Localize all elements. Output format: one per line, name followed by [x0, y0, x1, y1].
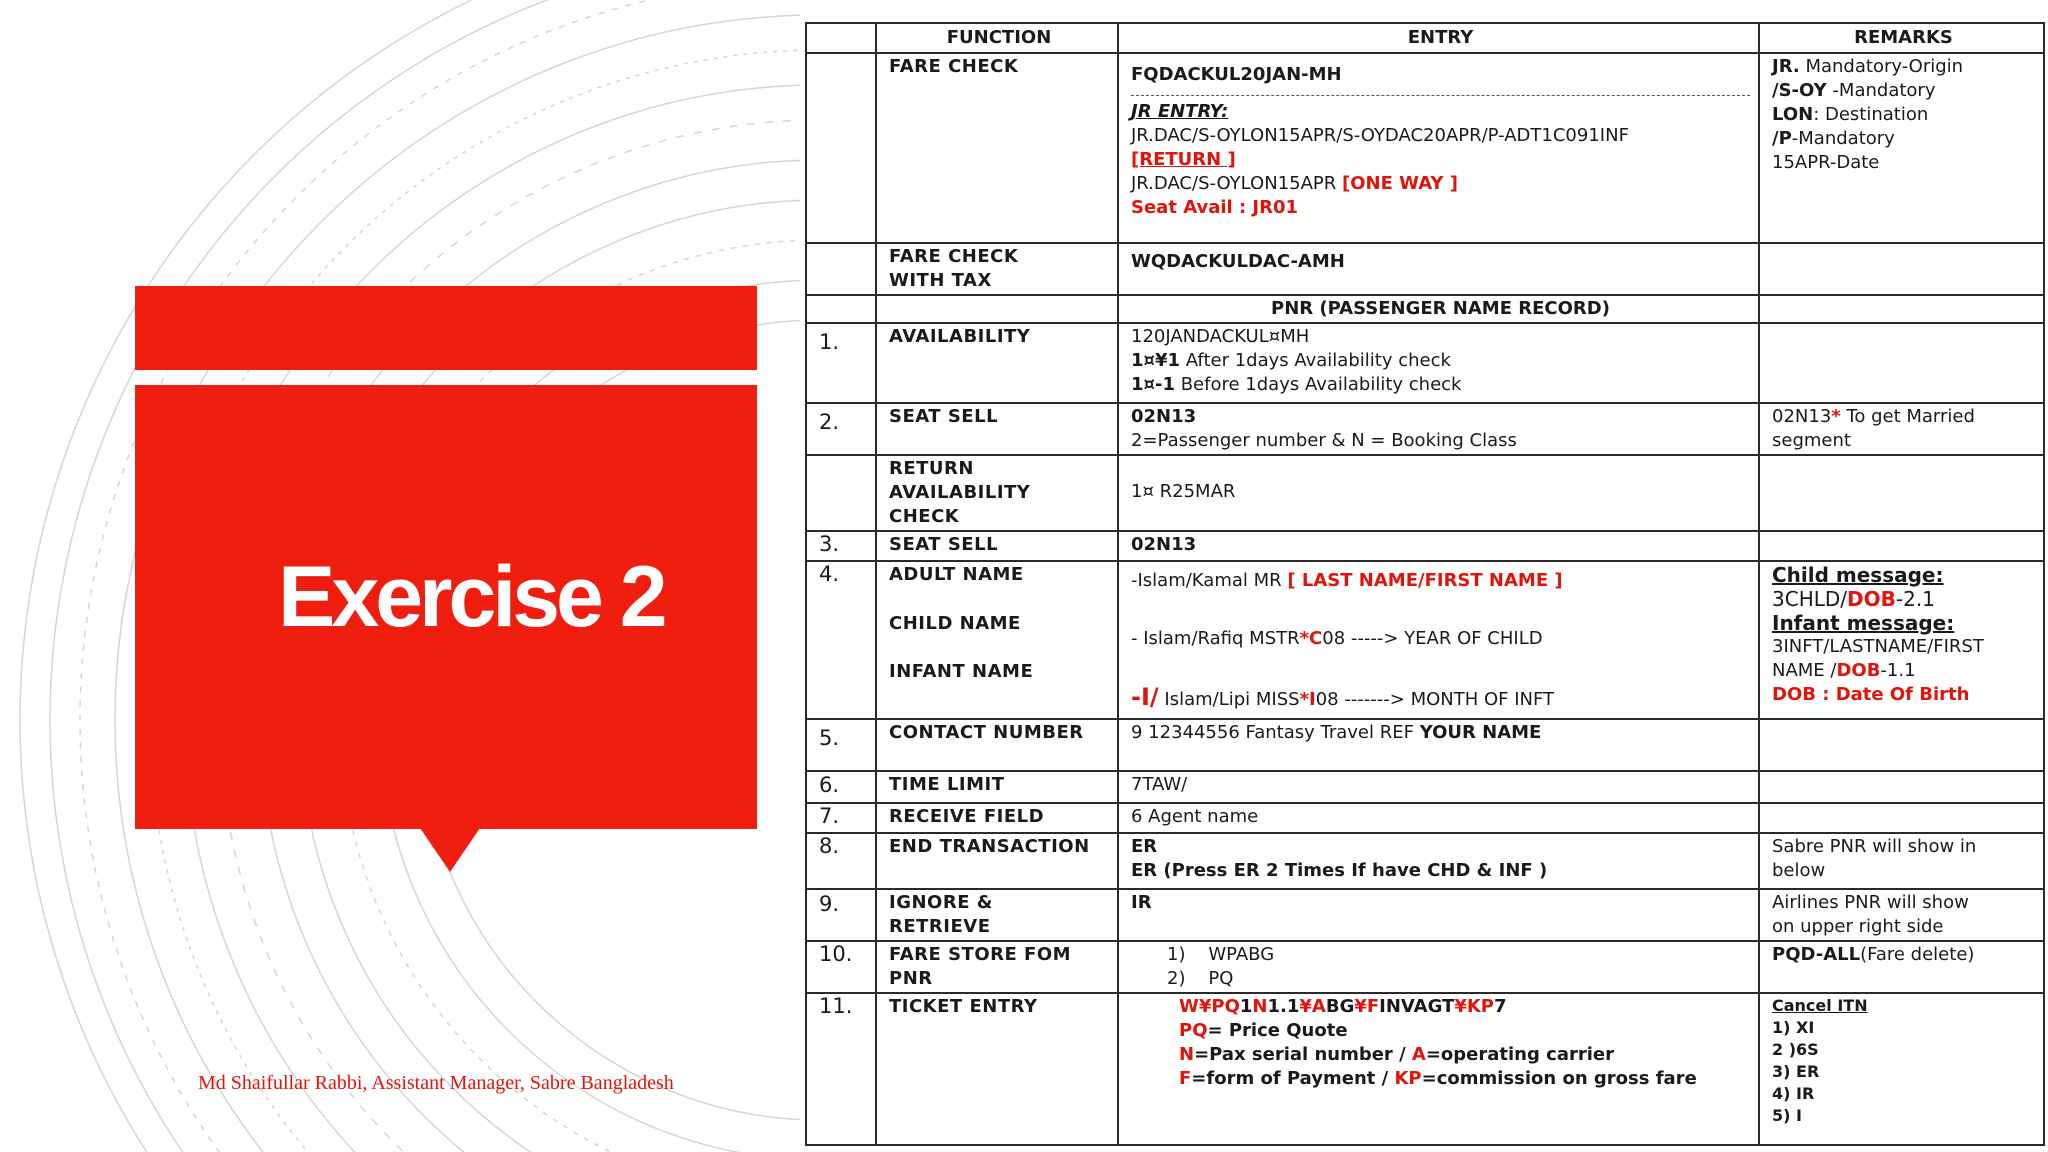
remarks-cell: PQD-ALL(Fare delete) [1759, 941, 2044, 993]
entry-cell: 1) WPABG 2) PQ [1118, 941, 1759, 993]
entry-cell: WQDACKULDAC-AMH [1118, 243, 1759, 295]
sabre-command-table [805, 22, 2045, 1146]
dashed-divider [1131, 95, 1750, 96]
function-cell: FARE CHECK WITH TAX [876, 243, 1118, 295]
table-row-contact: 5. CONTACT NUMBER 9 12344556 Fantasy Travel REF YOUR NAME [806, 719, 2044, 771]
remarks-cell: Airlines PNR will show on upper right side [1759, 889, 2044, 941]
table-row-end-transaction: 8. END TRANSACTION ER ER (Press ER 2 Times If have CHD & INF ) Sabre PNR will show in below [806, 833, 2044, 889]
pnr-header: PNR (PASSENGER NAME RECORD) [1118, 295, 1759, 323]
table-row-pnr-header [806, 295, 2044, 323]
table-row-ignore-retrieve: 9. IGNORE & RETRIEVE IR Airlines PNR will show on upper right side [806, 889, 2044, 941]
remarks-cell: Child message: 3CHLD/DOB-2.1 Infant message: 3INFT/LASTNAME/FIRST NAME /DOB-1.1 DOB : Date Of Birth [1759, 561, 2044, 719]
entry-cell: 9 12344556 Fantasy Travel REF YOUR NAME [1118, 719, 1759, 771]
remarks-cell: 02N13* To get Married segment [1759, 403, 2044, 455]
table-row-fare-store: 10. FARE STORE FOM PNR 1) WPABG 2) PQ PQD-ALL(Fare delete) [806, 941, 2044, 993]
table-row-time-limit: 6. TIME LIMIT 7TAW/ [806, 771, 2044, 803]
function-cell: FARE CHECK [876, 53, 1118, 243]
author-credit: Md Shaifullar Rabbi, Assistant Manager, Sabre Bangladesh [198, 1072, 674, 1094]
remarks-cell: Cancel ITN 1) XI 2 )6S 3) ER 4) IR 5) I [1759, 993, 2044, 1145]
banner-pointer [420, 828, 480, 872]
entry-cell: W¥PQ1N1.1¥ABG¥FINVAGT¥KP7 PQ= Price Quote N=Pax serial number / A=operating carrier F=form of Payment / KP=commission on gross fare [1118, 993, 1759, 1145]
entry-cell: ER ER (Press ER 2 Times If have CHD & INF ) [1118, 833, 1759, 889]
header-remarks: REMARKS [1759, 23, 2044, 53]
header-entry: ENTRY [1118, 23, 1759, 53]
table-row-fare-check [806, 53, 2044, 243]
table-row-fare-check-tax [806, 243, 2044, 295]
table-row-seat-sell-2: 3. SEAT SELL 02N13 [806, 531, 2044, 561]
entry-cell: -Islam/Kamal MR [ LAST NAME/FIRST NAME ] - Islam/Rafiq MSTR*C08 -----> YEAR OF CHILD -I/ Islam/Lipi MISS*I08 -------> MONTH OF INFT [1118, 561, 1759, 719]
remarks-cell: JR. Mandatory-Origin /S-OY -Mandatory LON: Destination /P-Mandatory 15APR-Date [1759, 53, 2044, 243]
table-row-receive-field: 7. RECEIVE FIELD 6 Agent name [806, 803, 2044, 833]
table-row-seat-sell: 2. SEAT SELL 02N13 2=Passenger number & N = Booking Class 02N13* To get Married segment [806, 403, 2044, 455]
header-function: FUNCTION [876, 23, 1118, 53]
table-row-names: 4. ADULT NAME CHILD NAME INFANT NAME -Islam/Kamal MR [ LAST NAME/FIRST NAME ] - Islam/Rafiq MSTR*C08 -----> YEAR OF CHILD -I/ Islam/Lipi MISS*I08 -------> MONTH OF INFT Child message: 3CHLD/DOB-2.1 Infant message: 3INFT/LASTNAME/FIRST NAME /DOB-1.1 DOB : Date Of Birth [806, 561, 2044, 719]
table-row-availability: 1. AVAILABILITY 120JANDACKUL¤MH 1¤¥1 After 1days Availability check 1¤-1 Before 1days Availability check [806, 323, 2044, 403]
slide-title: Exercise 2 [278, 549, 664, 645]
table-header-row [806, 23, 2044, 53]
header-num [806, 23, 876, 53]
entry-cell: 1¤ R25MAR [1118, 455, 1759, 531]
entry-cell: 02N13 2=Passenger number & N = Booking Class [1118, 403, 1759, 455]
table-row-return-availability: RETURN AVAILABILITY CHECK 1¤ R25MAR [806, 455, 2044, 531]
table-row-ticket-entry: 11. TICKET ENTRY W¥PQ1N1.1¥ABG¥FINVAGT¥KP7 PQ= Price Quote N=Pax serial number / A=operating carrier F=form of Payment / KP=commission on gross fare Cancel ITN 1) XI 2 )6S 3) ER 4) IR 5) I [806, 993, 2044, 1145]
banner-top-bar [135, 286, 757, 370]
remarks-cell: Sabre PNR will show in below [1759, 833, 2044, 889]
entry-cell: 120JANDACKUL¤MH 1¤¥1 After 1days Availability check 1¤-1 Before 1days Availability check [1118, 323, 1759, 403]
entry-cell: FQDACKUL20JAN-MH JR ENTRY: JR.DAC/S-OYLON15APR/S-OYDAC20APR/P-ADT1C091INF [RETURN ] JR.DAC/S-OYLON15APR [ONE WAY ] Seat Avail : JR01 [1118, 53, 1759, 243]
